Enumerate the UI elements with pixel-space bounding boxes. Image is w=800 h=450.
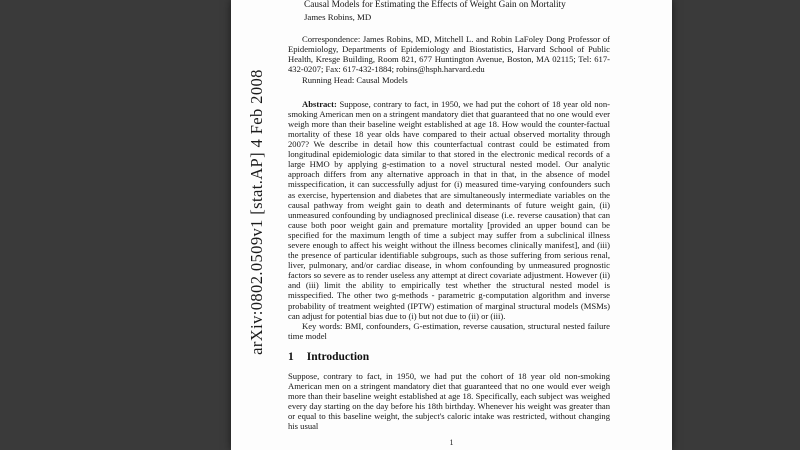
- correspondence-paragraph: Correspondence: James Robins, MD, Mitchell L. and Robin LaFoley Dong Professor of Epidemiology, Departments of Epidemiology and Biostatistics, Harvard School of Public Health, Kresge Building, Room 821, 677 Huntington Avenue, Boston, MA 02115; Tel: 617-432-0207; Fax: 617-432-1884; robins@hsph.harvard.edu: [288, 34, 610, 75]
- abstract-label: Abstract:: [302, 98, 337, 109]
- abstract-text: Suppose, contrary to fact, in 1950, we had put the cohort of 18 year old non-smoking American men on a stringent mandatory diet that guaranteed that no one would ever weigh more than their baseline weight established at age 18. How would the counter-factual mortality of these 18 year olds have compared to their actual observed mortality through 2007? We describe in detail how this counterfactual contrast could be estimated from longitudinal epidemiologic data similar to that stored in the electronic medical records of a large HMO by applying g-estimation to a novel structural nested model. Our analytic approach differs from any alternative approach in that in that, in the absence of model misspecification, it can successfully adjust for (i) measured time-varying confounders such as exercise, hypertension and diabetes that are simultaneously intermediate variables on the causal pathway from weight gain to death and determinants of future weight gain, (ii) unmeasured confounding by undiagnosed preclinical disease (i.e. reverse causation) that can cause both poor weight gain and premature mortality [provided an upper bound can be specified for the maximum length of time a subject may suffer from a subclinical illness severe enough to affect his weight without the illness becomes clinically manifest], and (iii) the presence of particular identifiable subgroups, such as those suffering from serious renal, liver, pulmonary, and/or cardiac disease, in whom confounding by unmeasured prognostic factors so severe as to render useless any attempt at direct covariate adjustment. However (ii) and (iii) limit the ability to empirically test whether the structural nested model is misspecified. The other two g-methods - parametric g-computation algorithm and inverse probability of treatment weighted (IPTW) estimation of marginal structural models (MSMs) can adjust for potential bias due to (i) but not due to (ii) or (iii).: [288, 98, 610, 321]
- arxiv-stamp: arXiv:0802.0509v1 [stat.AP] 4 Feb 2008: [247, 69, 266, 355]
- keywords-paragraph: Key words: BMI, confounders, G-estimation, reverse causation, structural nested failure time model: [288, 320, 610, 341]
- section-heading-introduction: [288, 351, 610, 363]
- section-number: 1: [288, 350, 294, 363]
- page-number: 1: [446, 438, 458, 447]
- introduction-paragraph: Suppose, contrary to fact, in 1950, we had put the cohort of 18 year old non-smoking American men on a stringent mandatory diet that guaranteed that no one would ever weigh more than their baseline weight established at age 18. Specifically, each subject was weighed every day starting on the day before his 18th birthday. Whenever his weight was greater than or equal to this baseline weight, the subject's caloric intake was restricted, without changing his usual: [288, 370, 610, 432]
- paper-page: [231, 0, 672, 450]
- paper-content: [288, 0, 610, 450]
- section-title: Introduction: [306, 350, 370, 363]
- running-head: Running Head: Causal Models: [302, 74, 408, 85]
- paper-author: James Robins, MD: [304, 12, 372, 22]
- paper-title: Causal Models for Estimating the Effects of Weight Gain on Mortality: [304, 0, 566, 10]
- abstract-paragraph: [288, 99, 610, 321]
